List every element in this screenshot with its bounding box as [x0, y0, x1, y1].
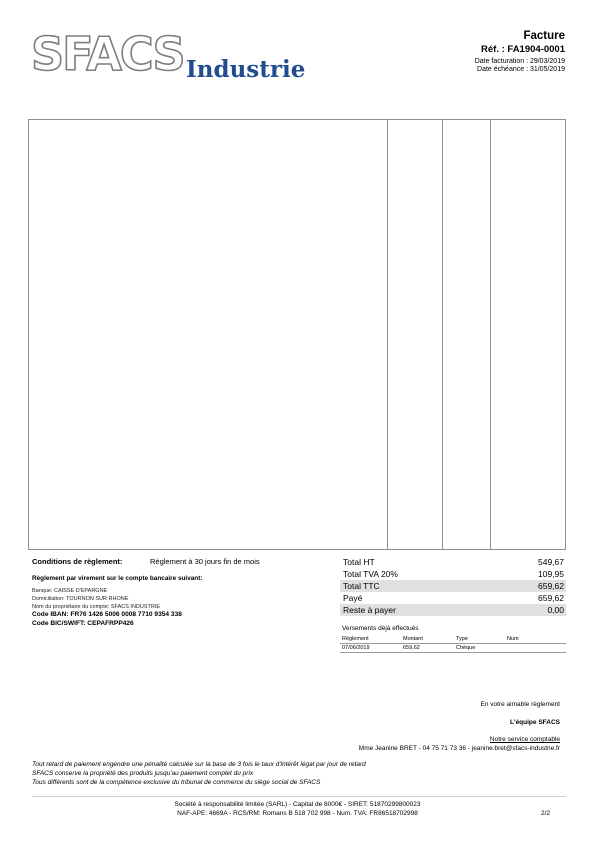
total-row — [340, 556, 566, 568]
total-value: 659,62 — [538, 581, 564, 591]
payment-type: Chèque — [456, 645, 476, 651]
payment-amount: 659,62 — [403, 645, 420, 651]
invoice-date: Date facturation : 29/03/2019 — [474, 58, 565, 65]
ownership-clause: SFACS conserve la propriété des produits jusqu'au paiement complet du prix — [32, 770, 254, 777]
payments-made-title: Versements déjà effectués — [342, 625, 419, 632]
items-column-divider — [387, 119, 388, 550]
closing-signature: L'équipe SFACS — [510, 719, 560, 726]
total-label: Payé — [343, 593, 363, 603]
total-label: Total HT — [343, 557, 375, 567]
totals-table — [340, 556, 566, 616]
late-payment-notice: Tout retard de paiement engendre une pénalité calculée sur la base de 3 fois le taux d'intérêt légal par jour de retard — [32, 761, 366, 768]
column-header: Règlement — [342, 636, 369, 642]
total-value: 659,62 — [538, 593, 564, 603]
total-label: Reste à payer — [343, 605, 396, 615]
invoice-reference: Réf. : FA1904-0001 — [481, 44, 565, 55]
items-column-divider — [442, 119, 443, 550]
total-row — [340, 592, 566, 604]
bank-domiciliation: Domiciliation: TOURNON SUR RHONE — [32, 596, 129, 602]
company-legal-info: Société à responsabilité limitée (SARL) - Capital de 8000€ - SIRET: 51870299800023 — [174, 801, 421, 808]
total-row — [340, 580, 566, 592]
column-header: Type — [456, 636, 468, 642]
company-logo: SFACS — [31, 27, 184, 81]
total-row — [340, 604, 566, 616]
items-column-divider — [490, 119, 491, 550]
due-date: Date échéance : 31/05/2019 — [477, 66, 565, 73]
table-row — [340, 644, 566, 653]
total-label: Total TVA 20% — [343, 569, 398, 579]
bank-name: Banque: CAISSE D'EPARGNE — [32, 588, 108, 594]
total-value: 0,00 — [547, 605, 564, 615]
footer-divider — [32, 796, 566, 797]
closing-greeting: En votre aimable règlement — [480, 701, 560, 708]
contact-details: Mme Jeanine BRET - 04 75 71 73 36 - jeanine.bret@sfacs-industrie.fr — [358, 745, 560, 752]
jurisdiction-clause: Tous différents sont de la compétence exclusive du tribunal de commerce du siège social de SFACS — [32, 779, 321, 786]
total-row — [340, 568, 566, 580]
company-registration-info: NAF-APE: 4669A - RCS/RM: Romans B 518 702 998 - Num. TVA: FR86518702998 — [177, 810, 418, 817]
payment-date: 07/06/2019 — [342, 645, 370, 651]
total-label: Total TTC — [343, 581, 380, 591]
total-value: 109,95 — [538, 569, 564, 579]
items-table — [28, 119, 566, 550]
column-header: Num — [507, 636, 519, 642]
accounting-service-label: Notre service comptable — [489, 736, 560, 743]
iban-code: Code IBAN: FR76 1426 5006 0008 7710 9354 338 — [32, 611, 182, 618]
document-title: Facture — [523, 30, 565, 42]
page-number: 2/2 — [540, 810, 550, 817]
payments-table — [340, 635, 566, 653]
bic-code: Code BIC/SWIFT: CEPAFRPP426 — [32, 620, 134, 627]
account-owner: Nom du propriétaire du compte: SFACS INDUSTRIE — [32, 604, 161, 610]
payment-terms-label: Conditions de règlement: — [32, 557, 123, 566]
payments-table-header — [340, 635, 566, 644]
total-value: 549,67 — [538, 557, 564, 567]
bank-transfer-title: Règlement par virement sur le compte bancaire suivant: — [32, 575, 203, 582]
payment-number — [507, 644, 562, 652]
company-logo-subtitle: Industrie — [186, 56, 306, 83]
column-header: Montant — [403, 636, 423, 642]
payment-terms-value: Règlement à 30 jours fin de mois — [150, 557, 260, 566]
